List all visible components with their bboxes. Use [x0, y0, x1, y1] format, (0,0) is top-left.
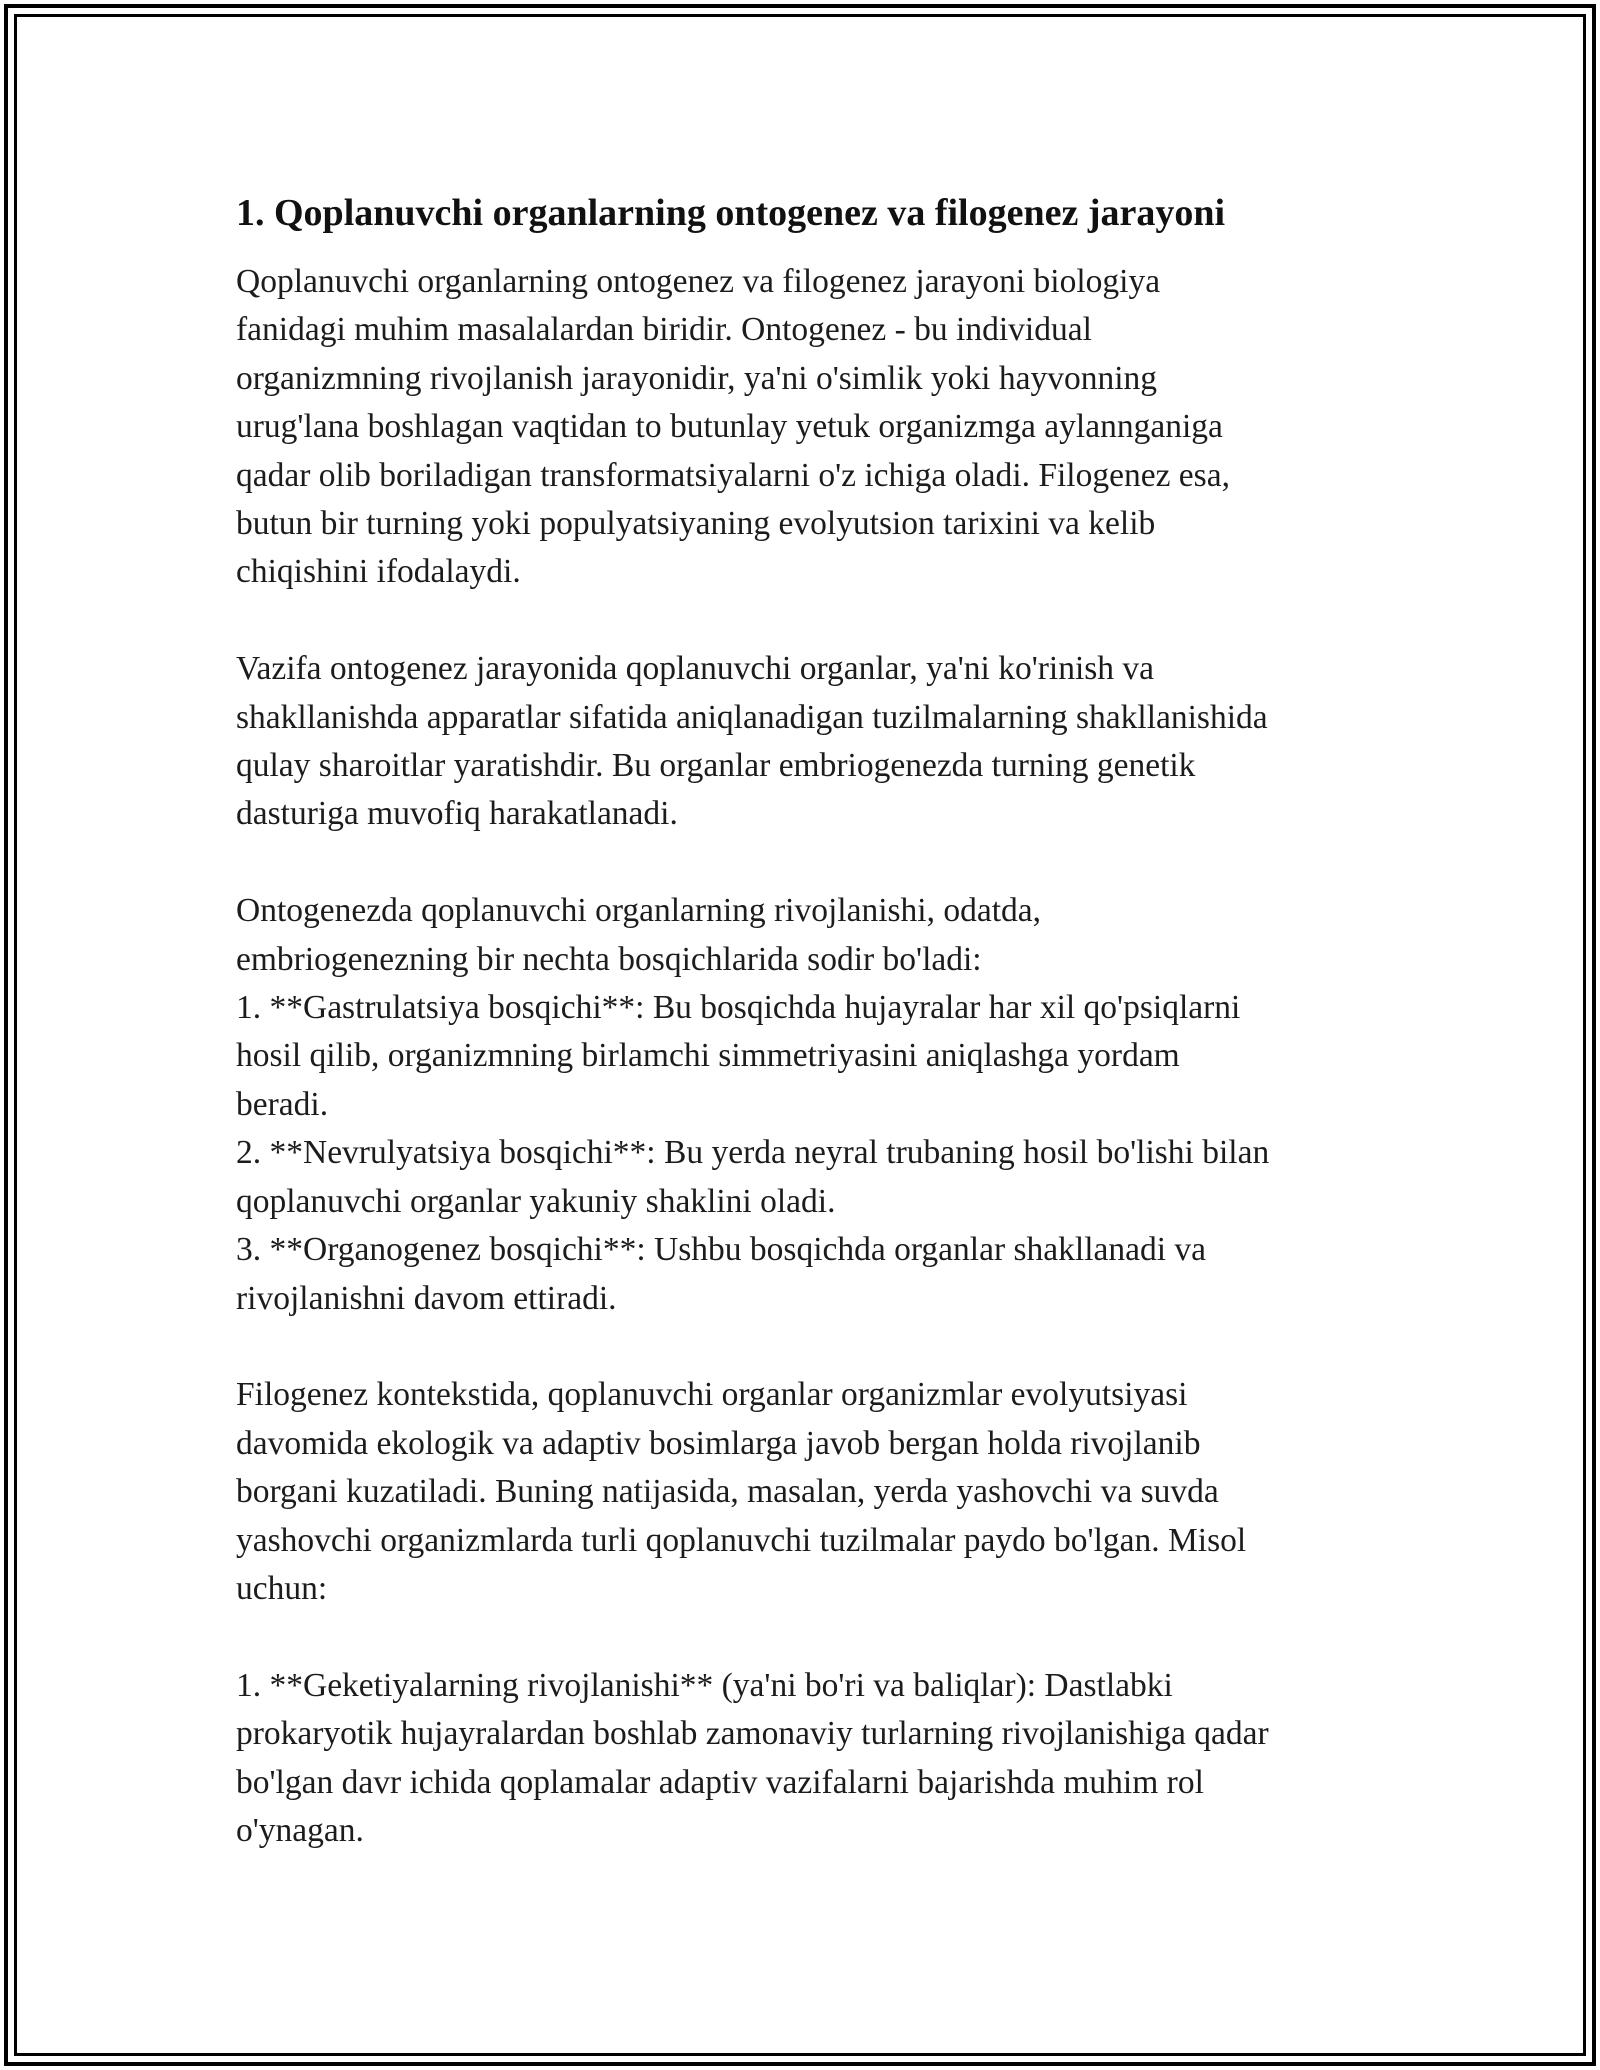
text-line: Qoplanuvchi organlarning ontogenez va filogenez jarayoni biologiya — [236, 263, 1161, 300]
list-item-line: o'ynagan. — [236, 1811, 364, 1849]
text-line: qadar olib boriladigan transformatsiyalarni o'z ichiga oladi. Filogenez esa, — [236, 456, 1230, 494]
list-item-line: prokaryotik hujayralardan boshlab zamonaviy turlarning rivojlanishiga qadar — [236, 1715, 1269, 1753]
text-line: dasturiga muvofiq harakatlanadi. — [236, 795, 678, 833]
paragraph-phylogenesis — [236, 1371, 1376, 1613]
text-line: borgani kuzatiladi. Buning natijasida, masalan, yerda yashovchi va suvda — [236, 1473, 1219, 1511]
list-item-line: 3. **Organogenez bosqichi**: Ushbu bosqichda organlar shakllanadi va — [236, 1231, 1207, 1269]
paragraph-example — [236, 1662, 1376, 1856]
text-line: organizmning rivojlanish jarayonidir, ya'ni o'simlik yoki hayvonning — [236, 359, 1158, 397]
text-line: chiqishini ifodalaydi. — [236, 553, 521, 591]
text-line: urug'lana boshlagan vaqtidan to butunlay yetuk organizmga aylannganiga — [236, 408, 1223, 446]
list-item-line: bo'lgan davr ichida qoplamalar adaptiv vazifalarni bajarishda muhim rol — [236, 1763, 1204, 1801]
paragraph-task — [236, 645, 1376, 839]
paragraph-intro — [236, 258, 1376, 597]
text-line: shakllanishda apparatlar sifatida aniqlanadigan tuzilmalarning shakllanishida — [236, 698, 1268, 736]
text-line: uchun: — [236, 1569, 328, 1607]
text-line: fanidagi muhim masalalardan biridir. Ontogenez - bu individual — [236, 311, 1092, 349]
list-item-line: 2. **Nevrulyatsiya bosqichi**: Bu yerda neyral trubaning hosil bo'lishi bilan — [236, 1134, 1270, 1172]
text-line: davomida ekologik va adaptiv bosimlarga javob bergan holda rivojlanib — [236, 1424, 1201, 1462]
paragraph-ontogenesis-stages — [236, 887, 1376, 1323]
document-title: 1. Qoplanuvchi organlarning ontogenez va filogenez jarayoni — [236, 192, 1226, 234]
list-item-line: beradi. — [236, 1085, 329, 1123]
list-item-line: hosil qilib, organizmning birlamchi simmetriyasini aniqlashga yordam — [236, 1037, 1180, 1075]
document-body — [236, 188, 1376, 1904]
text-line: butun bir turning yoki populyatsiyaning evolyutsion tarixini va kelib — [236, 505, 1156, 543]
list-item-line: rivojlanishni davom ettiradi. — [236, 1279, 617, 1317]
text-line: yashovchi organizmlarda turli qoplanuvchi tuzilmalar paydo bo'lgan. Misol — [236, 1521, 1247, 1559]
text-line: qulay sharoitlar yaratishdir. Bu organlar embriogenezda turning genetik — [236, 747, 1196, 785]
list-item-line: qoplanuvchi organlar yakuniy shaklini oladi. — [236, 1182, 836, 1220]
text-line: Filogenez kontekstida, qoplanuvchi organlar organizmlar evolyutsiyasi — [236, 1376, 1188, 1414]
text-line: Vazifa ontogenez jarayonida qoplanuvchi organlar, ya'ni ko'rinish va — [236, 650, 1155, 688]
list-item-line: 1. **Geketiyalarning rivojlanishi** (ya'ni bo'ri va baliqlar): Dastlabki — [236, 1666, 1173, 1704]
list-item-line: 1. **Gastrulatsiya bosqichi**: Bu bosqichda hujayralar har xil qo'psiqlarni — [236, 989, 1241, 1027]
text-line: embriogenezning bir nechta bosqichlarida sodir bo'ladi: — [236, 940, 982, 978]
text-line: Ontogenezda qoplanuvchi organlarning rivojlanishi, odatda, — [236, 892, 1042, 930]
